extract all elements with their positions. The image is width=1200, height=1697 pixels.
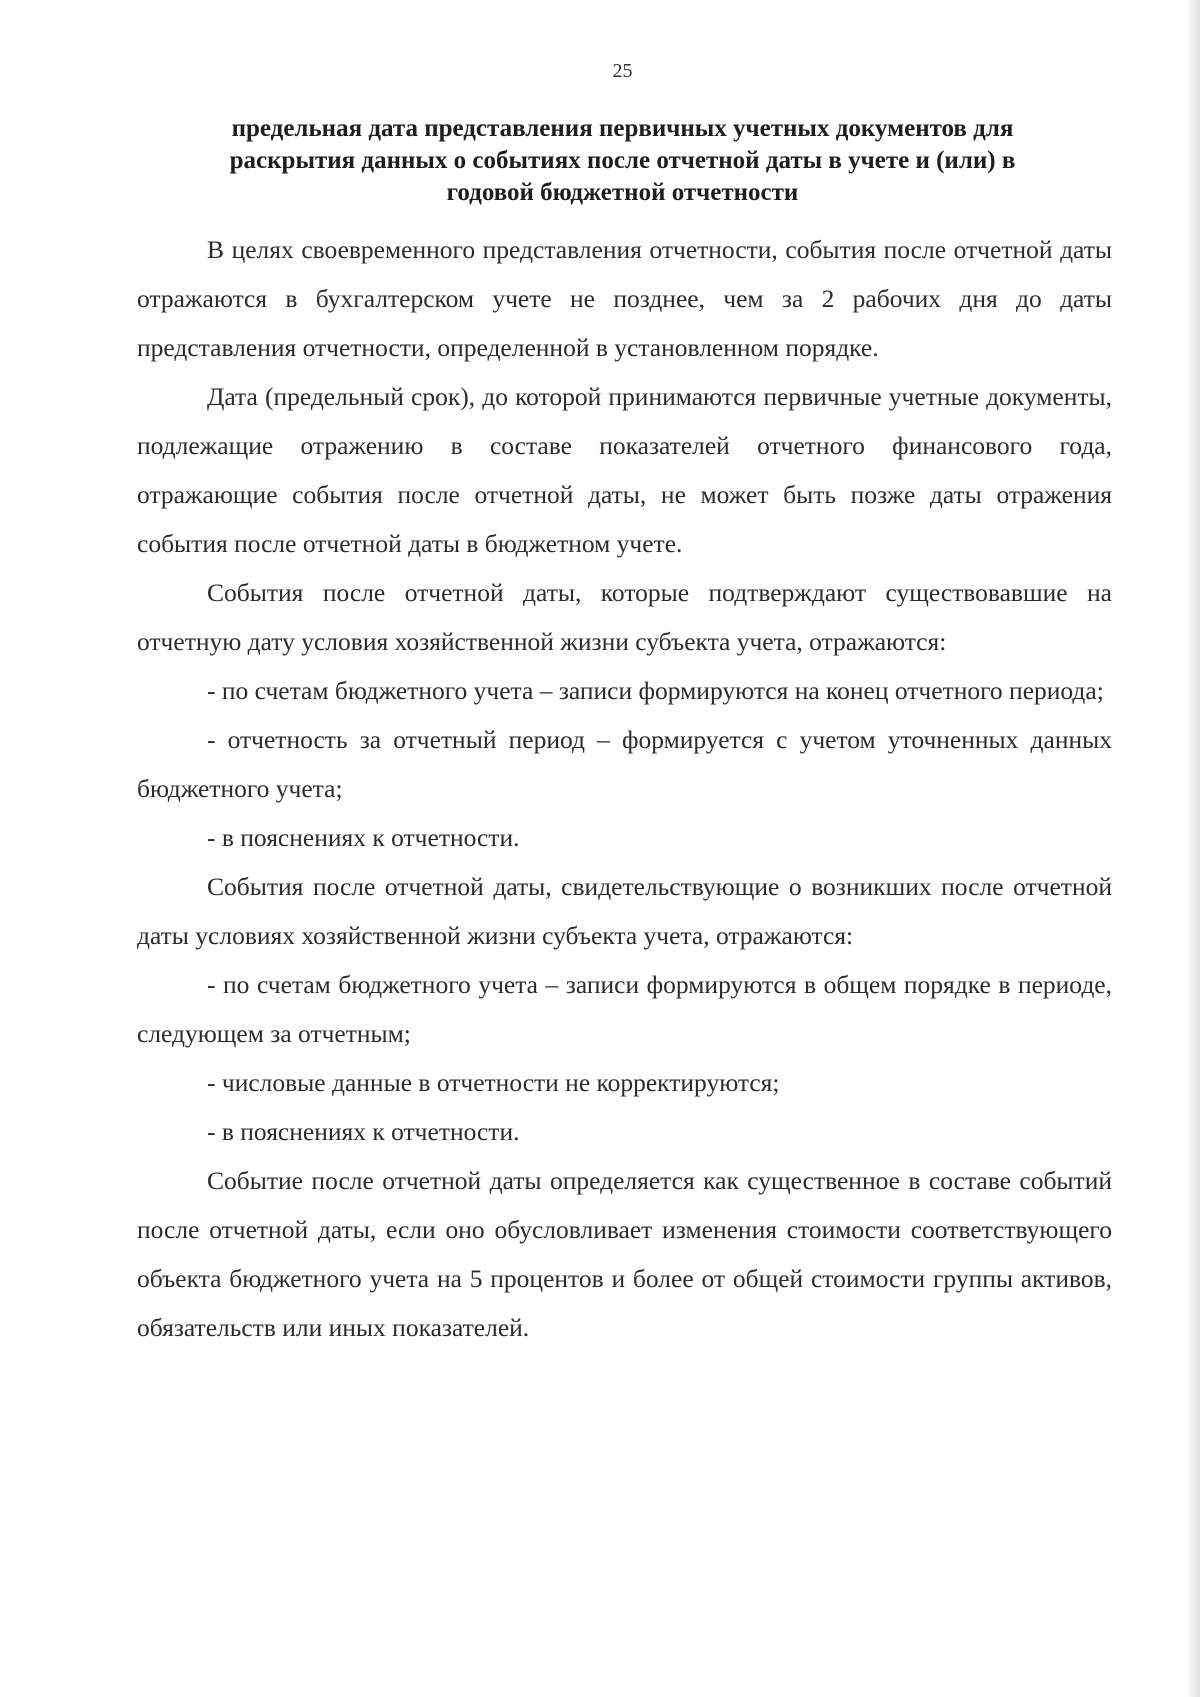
paragraph: В целях своевременного представления отчетности, события после отчетной даты отражаются в бухгалтерском учете не позднее, чем за 2 рабочих дня до даты представления отчетности, определенной в установленном порядке. bbox=[137, 235, 1112, 362]
heading-line: раскрытия данных о событиях после отчетной даты в учете и (или) в bbox=[229, 147, 1016, 174]
heading-line: предельная дата представления первичных учетных документов для bbox=[231, 115, 1014, 142]
list-item: - числовые данные в отчетности не корректируются; bbox=[207, 1068, 780, 1097]
list-item: - отчетность за отчетный период – формируется с учетом уточненных данных бюджетного учета; bbox=[137, 725, 1112, 803]
paragraph: События после отчетной даты, которые подтверждают существовавшие на отчетную дату условия хозяйственной жизни субъекта учета, отражаются: bbox=[137, 578, 1112, 656]
list-item: - в пояснениях к отчетности. bbox=[207, 823, 520, 852]
heading-line: годовой бюджетной отчетности bbox=[446, 179, 799, 206]
list-item: - по счетам бюджетного учета – записи формируются на конец отчетного периода; bbox=[207, 676, 1104, 705]
page-edge-shadow bbox=[1186, 0, 1200, 1697]
section-heading bbox=[150, 113, 1095, 209]
page-number: 25 bbox=[612, 60, 633, 82]
paragraph: Событие после отчетной даты определяется как существенное в составе событий после отчетной даты, если оно обусловливает изменения стоимости соответствующего объекта бюджетного учета на 5 процентов и более от общей стоимости группы активов, обязательств или иных показателей. bbox=[137, 1166, 1112, 1342]
body-text bbox=[137, 225, 1112, 1352]
list-item: - по счетам бюджетного учета – записи формируются в общем порядке в периоде, следующем за отчетным; bbox=[137, 970, 1112, 1048]
list-item: - в пояснениях к отчетности. bbox=[207, 1117, 520, 1146]
paragraph: События после отчетной даты, свидетельствующие о возникших после отчетной даты условиях хозяйственной жизни субъекта учета, отражаются: bbox=[137, 872, 1112, 950]
paragraph: Дата (предельный срок), до которой принимаются первичные учетные документы, подлежащие отражению в составе показателей отчетного финансового года, отражающие события после отчетной даты, не может быть позже даты отражения события после отчетной даты в бюджетном учете. bbox=[137, 382, 1112, 558]
